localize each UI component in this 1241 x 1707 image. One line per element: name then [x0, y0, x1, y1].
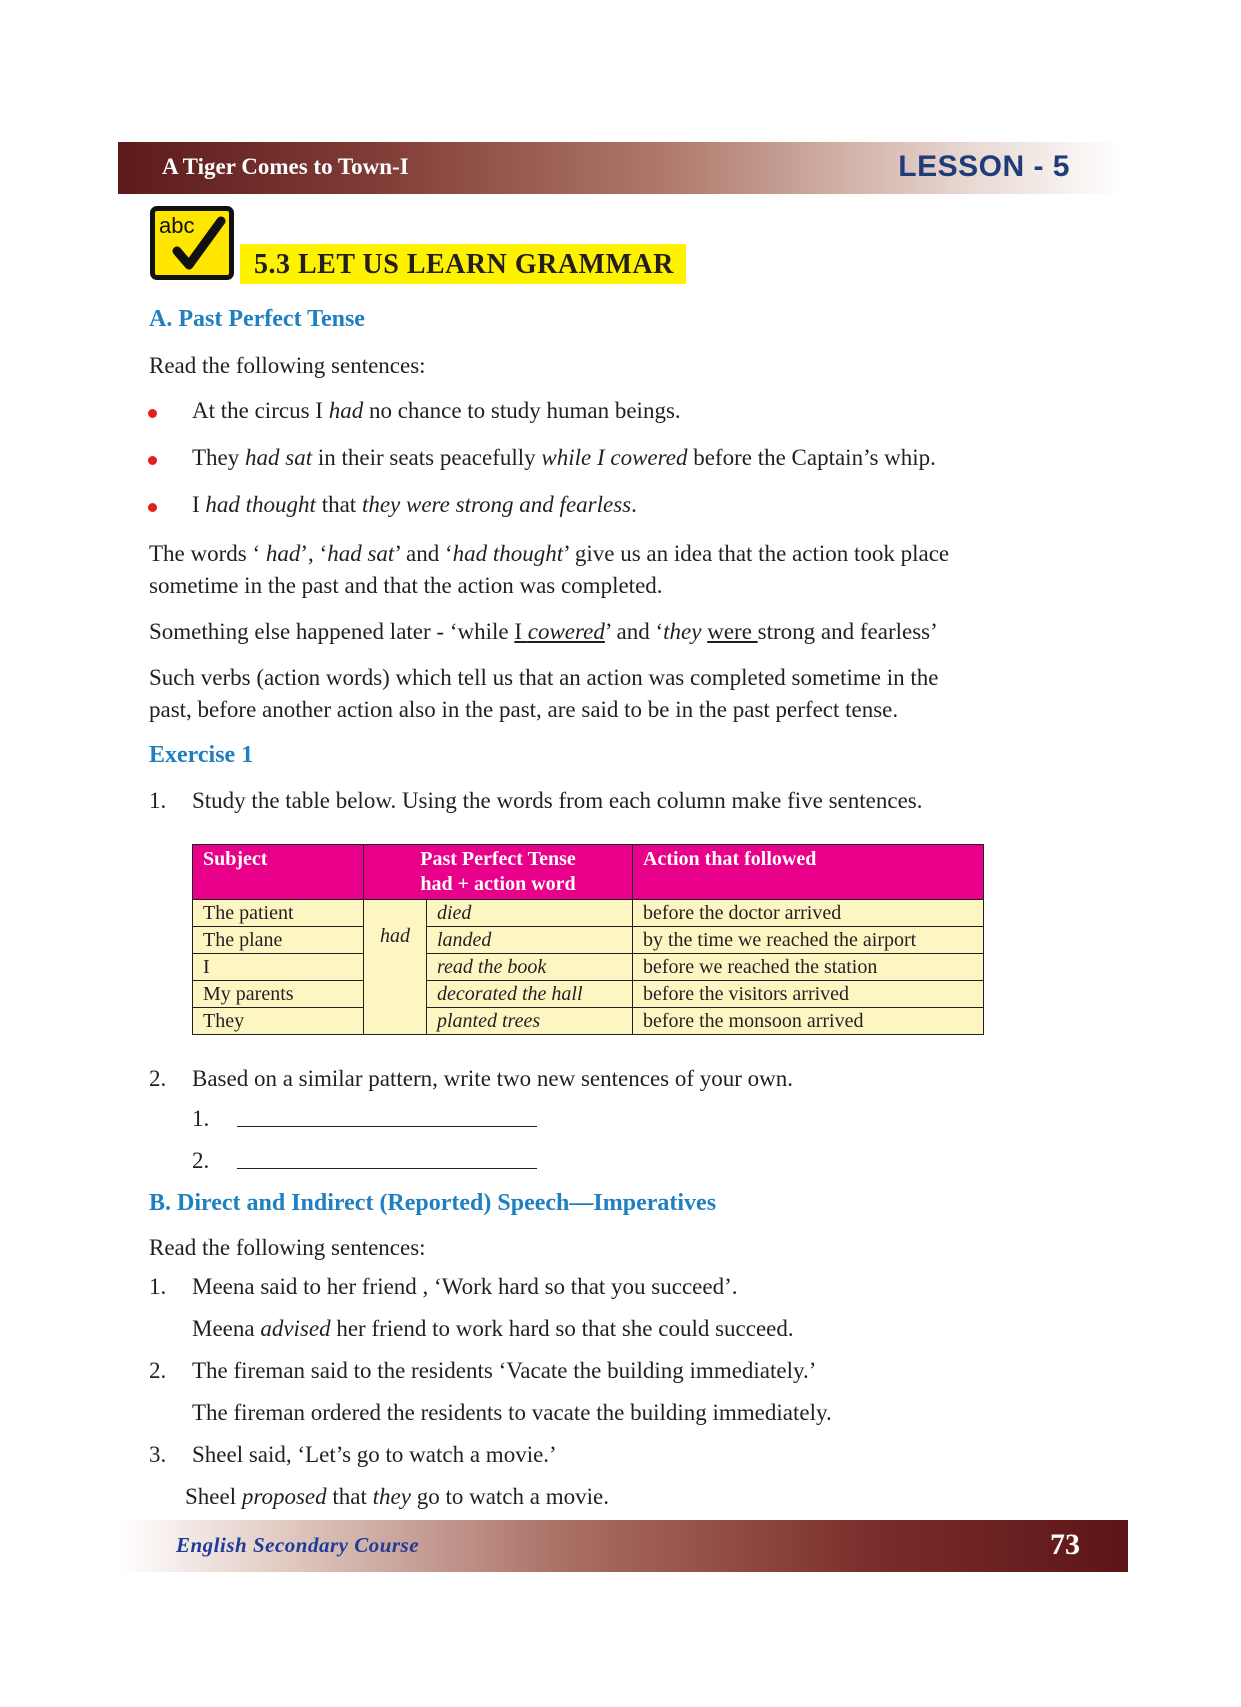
question-text: Study the table below. Using the words from each column make five sentences.	[192, 788, 923, 813]
chapter-title: A Tiger Comes to Town-I	[162, 154, 409, 179]
past-perfect-heading: A. Past Perfect Tense	[149, 306, 365, 332]
col-header-action: Action that followed	[633, 845, 984, 900]
table-row: The plane landed by the time we reached the airport	[193, 927, 984, 954]
item-number: 1.	[149, 1274, 167, 1299]
indirect-speech: The fireman ordered the residents to vacate the building immediately.	[192, 1400, 832, 1425]
grammar-table	[192, 844, 984, 1035]
col-header-subject: Subject	[193, 845, 364, 900]
table-row: They planted trees before the monsoon arrived	[193, 1008, 984, 1035]
exercise-heading: Exercise 1	[149, 742, 254, 768]
page-number: 73	[1050, 1528, 1080, 1561]
question-number: 1.	[149, 788, 167, 813]
header-bar	[118, 142, 1124, 194]
checkmark-icon	[155, 211, 229, 275]
abc-checkmark-icon: abc	[150, 206, 234, 280]
intro-text: Read the following sentences:	[149, 1235, 426, 1260]
answer-blank-line[interactable]	[237, 1126, 537, 1127]
table-row: The patient had died before the doctor arrived	[193, 900, 984, 927]
blank-number: 1.	[192, 1106, 210, 1131]
paragraph-explanation-line2: sometime in the past and that the action was completed.	[149, 573, 663, 598]
item-number: 2.	[149, 1358, 167, 1383]
lesson-label: LESSON - 5	[898, 150, 1070, 183]
item-number: 3.	[149, 1442, 167, 1467]
bullet-dot	[148, 409, 157, 418]
direct-speech: Sheel said, ‘Let’s go to watch a movie.’	[192, 1442, 557, 1467]
bullet-sentence: They had sat in their seats peacefully while I cowered before the Captain’s whip.	[192, 445, 936, 470]
direct-speech: Meena said to her friend , ‘Work hard so that you succeed’.	[192, 1274, 738, 1299]
direct-speech: The fireman said to the residents ‘Vacate the building immediately.’	[192, 1358, 817, 1383]
paragraph-definition-line2: past, before another action also in the past, are said to be in the past perfect tense.	[149, 697, 899, 722]
table-row: My parents decorated the hall before the visitors arrived	[193, 981, 984, 1008]
bullet-sentence: I had thought that they were strong and fearless.	[192, 492, 637, 517]
had-cell: had	[364, 900, 427, 1035]
indirect-speech: Meena advised her friend to work hard so that she could succeed.	[192, 1316, 794, 1341]
paragraph-explanation: The words ‘ had’, ‘had sat’ and ‘had thought’ give us an idea that the action took place	[149, 541, 950, 566]
blank-number: 2.	[192, 1148, 210, 1173]
question-text: Based on a similar pattern, write two new sentences of your own.	[192, 1066, 794, 1091]
bullet-dot	[148, 503, 157, 512]
answer-blank-line[interactable]	[237, 1168, 537, 1169]
col-header-tense: Past Perfect Tense had + action word	[364, 845, 633, 900]
bullet-dot	[148, 456, 157, 465]
indirect-speech: Sheel proposed that they go to watch a movie.	[185, 1484, 609, 1509]
intro-text: Read the following sentences:	[149, 353, 426, 378]
paragraph-later: Something else happened later - ‘while I cowered’ and ‘they were strong and fearless’	[149, 619, 938, 644]
section-title: 5.3 LET US LEARN GRAMMAR	[240, 244, 686, 284]
question-number: 2.	[149, 1066, 167, 1091]
table-row: I read the book before we reached the station	[193, 954, 984, 981]
speech-heading: B. Direct and Indirect (Reported) Speech—Imperatives	[149, 1190, 717, 1216]
paragraph-definition: Such verbs (action words) which tell us that an action was completed sometime in the	[149, 665, 939, 690]
footer-bar	[118, 1520, 1128, 1572]
table-header-row	[193, 845, 984, 900]
bullet-sentence: At the circus I had no chance to study human beings.	[192, 398, 681, 423]
course-title: English Secondary Course	[176, 1533, 420, 1557]
